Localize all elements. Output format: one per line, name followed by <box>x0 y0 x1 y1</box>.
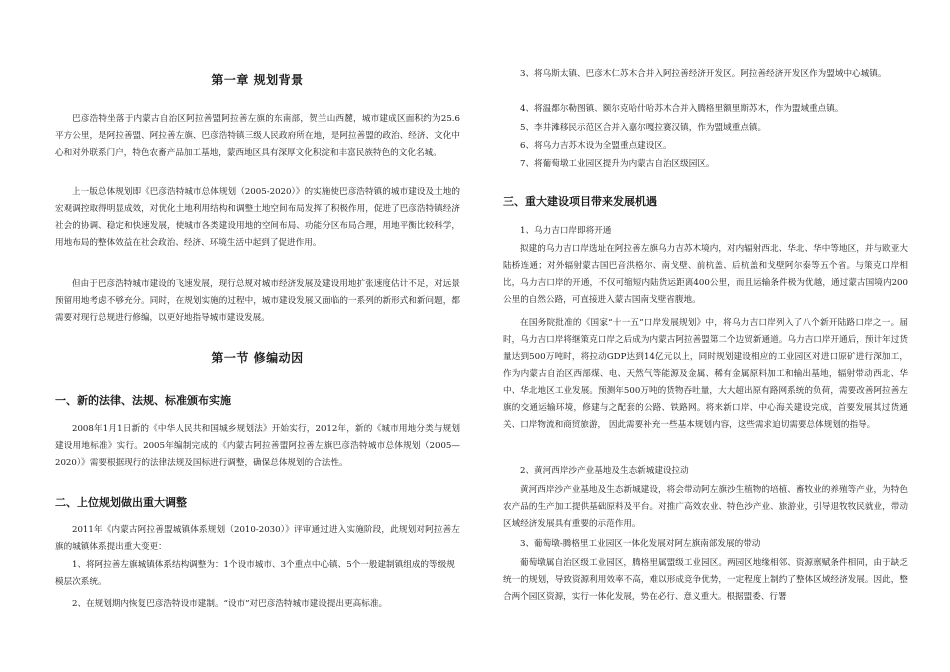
intro-paragraph-3: 但由于巴彦浩特城市建设的飞速发展，现行总规对城市经济发展及建设用地扩张速度估计不足，对远景预留用地考虑不够充分。同时，在规划实施的过程中，城市建设发展又面临的一系列的新形式和新问题，都需要对现行总规进行修编，以更好地指导城市建设发展。 <box>55 279 460 323</box>
list-item-3: 3、将乌斯太镇、巴彦木仁苏木合并入阿拉善经济开发区。阿拉善经济开发区作为盟域中心城镇。 <box>520 69 887 79</box>
project-2-paragraph: 黄河西岸沙产业基地及生态新城建设，将会带动阿左旗沙生植物的培植、畜牧业的养殖等产业，为特色农产品的生产加工提供基础原料及平台。对推广高效农业、特色沙产业、旅游业，引导退牧牧民就业，带动区域经济发展具有重要的示范作用。 <box>503 485 908 529</box>
intro-paragraph-1: 巴彦浩特坐落于内蒙古自治区阿拉善盟阿拉善左旗的东南部，贺兰山西麓，城市建成区面积约为25.6平方公里，是阿拉善盟、阿拉善左旗、巴彦浩特镇三级人民政府所在地，是阿拉善盟的政治、经济、文化中心和对外联系门户，特色农畜产品加工基地，蒙西地区具有深厚文化积淀和丰富民族特色的文化名城。 <box>55 114 460 158</box>
upper-plan-item-1: 1、将阿拉善左旗城镇体系结构调整为：1个设市城市、3个重点中心镇、5个一般建制镇组成的等级规模层次系统。 <box>55 560 455 587</box>
project-3-paragraph: 葡萄墩属自治区级工业园区，腾格里属盟级工业园区。两园区地缘相邻、资源禀赋条件相同，由于缺乏统一的规划，导致资源利用效率不高，难以形成竞争优势，一定程度上制约了整体区域经济发展。因此，整合两个园区资源，实行一体化发展，势在必行、意义重大。根据盟委、行署 <box>503 558 908 602</box>
chapter-title: 第一章 规划背景 <box>211 73 304 87</box>
project-1-paragraph-1: 拟建的乌力吉口岸选址在阿拉善左旗乌力吉苏木境内，对内辐射西北、华北、华中等地区，并与欧亚大陆桥连通；对外辐射蒙古国巴音洪格尔、南戈壁、前杭盖、后杭盖和戈壁阿尔泰等五个省。与策克口岸相比，乌力吉口岸的开通，不仅可缩短内陆货运距离400公里，而且运输条件极为优越，通过蒙古国境内200公里的自然公路，可直接进入蒙古国南戈壁省腹地。 <box>503 244 908 305</box>
list-item-5: 5、李井滩移民示范区合并入嘉尔嘎拉赛汉镇，作为盟域重点镇。 <box>520 123 767 133</box>
intro-paragraph-2: 上一版总体规划即《巴彦浩特城市总体规划（2005-2020）》的实施使巴彦浩特镇的城市建设及土地的宏观调控取得明显成效，对优化土地利用结构和调整土地空间布局发挥了积极作用，促进了巴彦浩特镇经济社会的协调、稳定和快速发展，使城市各类建设用地的空间布局、功能分区布局合理，用地平衡比较科学，用地布局的整体效益在社会政治、经济、环境生活中起到了促进作用。 <box>55 187 460 248</box>
upper-plan-item-2: 2、在规划期内恢复巴彦浩特设市建制。“设市”对巴彦浩特城市建设提出更高标准。 <box>72 599 388 609</box>
laws-paragraph: 2008年1月1日新的《中华人民共和国城乡规划法》开始实行，2012年，新的《城市用地分类与规划建设用地标准》实行。2005年编制完成的《内蒙古阿拉善盟阿拉善左旗巴彦浩特城市总体规划（2005—2020）》需要根据现行的法律法规及国标进行调整，确保总体规划的合法性。 <box>55 424 460 468</box>
project-1-paragraph-2: 在国务院批准的《国家“十一五”口岸发展规划》中，将乌力吉口岸列入了八个新开陆路口岸之一。届时，乌力吉口岸将继策克口岸之后成为内蒙古阿拉善盟第二个边贸新通道。乌力吉口岸开通后，预计年过货量达到500万吨时，将拉动GDP达到14亿元以上，同时规划建设相应的工业园区对进口原矿进行深加工，作为内蒙古自治区西部煤、电、天然气等能源及金属、稀有金属原料加工和输出基地，辐射带动西北、华中、华北地区工业发展。预测年500万吨的货物吞吐量，大大超出原有路网系统的负荷，需要改善阿拉善左旗的交通运输环境，修建与之配套的公路、铁路网。将来新口岸、中心海关建设完成，首要发展其过货通关、口岸物流和商贸旅游， 因此需要补充一些基本规划内容，这些需求迫切需要总体规划的指导。 <box>503 318 908 430</box>
heading-upper-plan: 二、上位规划做出重大调整 <box>55 496 187 509</box>
upper-plan-paragraph: 2011年《内蒙古阿拉善盟城镇体系规划（2010-2030）》评审通过进入实施阶段，此规划对阿拉善左旗的城镇体系提出重大变更： <box>55 525 460 552</box>
list-item-7: 7、将葡萄墩工业园区提升为内蒙古自治区级园区。 <box>520 159 715 169</box>
section-title: 第一节 修编动因 <box>211 351 304 365</box>
list-item-4: 4、将温都尔勒图镇、额尔克哈什哈苏木合并入腾格里额里斯苏木，作为盟域重点镇。 <box>520 104 844 114</box>
project-3-title: 3、葡萄墩-腾格里工业园区一体化发展对阿左旗南部发展的带动 <box>520 539 761 549</box>
project-2-title: 2、黄河西岸沙产业基地及生态新城建设拉动 <box>520 466 689 476</box>
project-1-title: 1、乌力吉口岸即将开通 <box>520 226 612 236</box>
heading-major-projects: 三、重大建设项目带来发展机遇 <box>503 195 657 208</box>
list-item-6: 6、将乌力吉苏木设为全盟重点建设区。 <box>520 141 672 151</box>
heading-new-laws: 一、新的法律、法规、标准颁布实施 <box>55 394 231 407</box>
